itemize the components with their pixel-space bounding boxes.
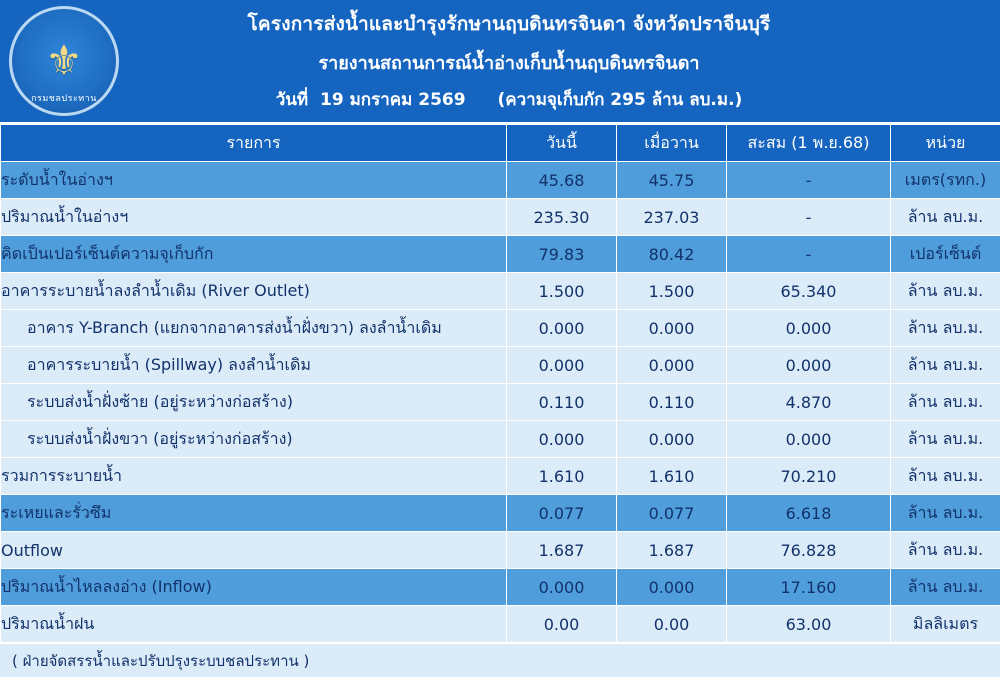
cell-item: อาคารระบายน้ำ (Spillway) ลงลำน้ำเดิม: [1, 347, 507, 384]
table-row: [1, 273, 1000, 310]
cell-today: 79.83: [507, 236, 617, 273]
cell-accum: 4.870: [727, 384, 891, 421]
cell-unit: ล้าน ลบ.ม.: [891, 495, 1000, 532]
cell-item: ระดับน้ำในอ่างฯ: [1, 162, 507, 199]
cell-unit: ล้าน ลบ.ม.: [891, 421, 1000, 458]
cell-item: ปริมาณน้ำในอ่างฯ: [1, 199, 507, 236]
cell-accum: -: [727, 162, 891, 199]
cell-yesterday: 0.000: [617, 569, 727, 606]
cell-today: 0.00: [507, 606, 617, 643]
cell-accum: 0.000: [727, 310, 891, 347]
cell-accum: 0.000: [727, 347, 891, 384]
cell-today: 1.610: [507, 458, 617, 495]
table-row: [1, 495, 1000, 532]
report-footer: [0, 643, 1000, 677]
table-row: [1, 199, 1000, 236]
date-label: วันที่: [275, 90, 309, 110]
cell-item: ระเหยและรั่วซึม: [1, 495, 507, 532]
table-body: [1, 162, 1000, 643]
cell-yesterday: 0.077: [617, 495, 727, 532]
cell-today: 1.687: [507, 532, 617, 569]
cell-accum: 17.160: [727, 569, 891, 606]
cell-unit: เปอร์เซ็นต์: [891, 236, 1000, 273]
cell-yesterday: 0.000: [617, 310, 727, 347]
report-date-line: [128, 86, 890, 113]
cell-yesterday: 0.110: [617, 384, 727, 421]
cell-yesterday: 1.687: [617, 532, 727, 569]
cell-accum: -: [727, 199, 891, 236]
table-row: [1, 458, 1000, 495]
logo-ring-text: กรมชลประทาน: [31, 94, 97, 104]
capacity-note: (ความจุเก็บกัก 295 ล้าน ลบ.ม.): [497, 90, 743, 110]
cell-unit: ล้าน ลบ.ม.: [891, 347, 1000, 384]
cell-accum: 63.00: [727, 606, 891, 643]
cell-today: 1.500: [507, 273, 617, 310]
cell-item: ระบบส่งน้ำฝั่งขวา (อยู่ระหว่างก่อสร้าง): [1, 421, 507, 458]
cell-today: 0.000: [507, 310, 617, 347]
cell-today: 0.000: [507, 421, 617, 458]
cell-item: รวมการระบายน้ำ: [1, 458, 507, 495]
report-subtitle: รายงานสถานการณ์น้ำอ่างเก็บน้ำนฤบดินทรจินดา: [318, 53, 700, 74]
cell-unit: ล้าน ลบ.ม.: [891, 310, 1000, 347]
column-header-unit: หน่วย: [891, 125, 1000, 162]
cell-yesterday: 237.03: [617, 199, 727, 236]
title-block: [128, 9, 1000, 113]
table-row: [1, 236, 1000, 273]
cell-yesterday: 1.610: [617, 458, 727, 495]
column-header-today: วันนี้: [507, 125, 617, 162]
cell-unit: ล้าน ลบ.ม.: [891, 569, 1000, 606]
cell-unit: ล้าน ลบ.ม.: [891, 273, 1000, 310]
cell-item: อาคาร Y-Branch (แยกจากอาคารส่งน้ำฝั่งขวา) ลงลำน้ำเดิม: [1, 310, 507, 347]
cell-item: ระบบส่งน้ำฝั่งซ้าย (อยู่ระหว่างก่อสร้าง): [1, 384, 507, 421]
table-row: [1, 384, 1000, 421]
logo-container: [0, 6, 128, 116]
cell-yesterday: 45.75: [617, 162, 727, 199]
table-row: [1, 421, 1000, 458]
table-row: [1, 162, 1000, 199]
cell-yesterday: 1.500: [617, 273, 727, 310]
cell-yesterday: 0.000: [617, 347, 727, 384]
table-header-row: [1, 125, 1000, 162]
cell-today: 0.077: [507, 495, 617, 532]
column-header-yesterday: เมื่อวาน: [617, 125, 727, 162]
water-situation-table: [0, 124, 1000, 643]
cell-accum: 70.210: [727, 458, 891, 495]
cell-unit: ล้าน ลบ.ม.: [891, 384, 1000, 421]
cell-item: Outflow: [1, 532, 507, 569]
cell-item: คิดเป็นเปอร์เซ็นต์ความจุเก็บกัก: [1, 236, 507, 273]
column-header-accumulated: สะสม (1 พ.ย.68): [727, 125, 891, 162]
cell-today: 0.000: [507, 569, 617, 606]
table-row: [1, 606, 1000, 643]
cell-yesterday: 0.00: [617, 606, 727, 643]
cell-unit: ล้าน ลบ.ม.: [891, 532, 1000, 569]
footer-note: ( ฝ่ายจัดสรรน้ำและปรับปรุงระบบชลประทาน ): [12, 651, 310, 670]
table-row: [1, 310, 1000, 347]
garuda-emblem-icon: ⚜: [45, 36, 83, 85]
cell-today: 235.30: [507, 199, 617, 236]
cell-unit: เมตร(รทก.): [891, 162, 1000, 199]
cell-today: 0.110: [507, 384, 617, 421]
date-value: 19 มกราคม 2569: [320, 90, 466, 110]
project-title: โครงการส่งน้ำและบำรุงรักษานฤบดินทรจินดา จังหวัดปราจีนบุรี: [247, 13, 771, 35]
cell-item: อาคารระบายน้ำลงลำน้ำเดิม (River Outlet): [1, 273, 507, 310]
cell-today: 0.000: [507, 347, 617, 384]
cell-today: 45.68: [507, 162, 617, 199]
table-header: [1, 125, 1000, 162]
cell-accum: 6.618: [727, 495, 891, 532]
cell-unit: ล้าน ลบ.ม.: [891, 458, 1000, 495]
table-row: [1, 532, 1000, 569]
cell-unit: ล้าน ลบ.ม.: [891, 199, 1000, 236]
column-header-item: รายการ: [1, 125, 507, 162]
cell-accum: 0.000: [727, 421, 891, 458]
cell-accum: -: [727, 236, 891, 273]
royal-irrigation-department-logo: [9, 6, 119, 116]
cell-yesterday: 0.000: [617, 421, 727, 458]
cell-item: ปริมาณน้ำฝน: [1, 606, 507, 643]
cell-item: ปริมาณน้ำไหลลงอ่าง (Inflow): [1, 569, 507, 606]
cell-accum: 76.828: [727, 532, 891, 569]
report-header: [0, 0, 1000, 124]
table-row: [1, 347, 1000, 384]
cell-accum: 65.340: [727, 273, 891, 310]
cell-unit: มิลลิเมตร: [891, 606, 1000, 643]
table-row: [1, 569, 1000, 606]
cell-yesterday: 80.42: [617, 236, 727, 273]
